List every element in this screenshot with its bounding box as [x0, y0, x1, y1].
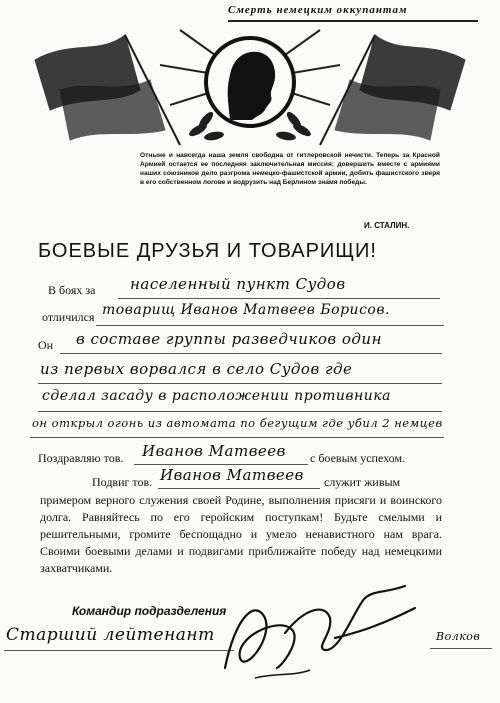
- deed-underline-1: [60, 353, 442, 354]
- battle-underline: [118, 298, 440, 299]
- signer-underline: [430, 648, 492, 649]
- distinguished-value: товарищ Иванов Матвеев Борисов.: [102, 302, 390, 318]
- motto-text: Смерть немецким оккупантам: [228, 4, 408, 16]
- congrats-value: Иванов Матвеев: [142, 442, 286, 460]
- portrait-emblem: [30, 20, 470, 150]
- rank-underline: [4, 650, 234, 651]
- rank-value: Старший лейтенант: [6, 625, 215, 645]
- commander-label: Командир подразделения: [72, 604, 227, 618]
- distinguished-label: отличился: [42, 310, 95, 324]
- he-label: Он: [38, 338, 54, 352]
- deed-underline-4: [30, 437, 444, 438]
- congrats-underline: [134, 464, 308, 465]
- congrats-label: Поздравляю тов.: [38, 451, 124, 465]
- congrats-suffix: с боевым успехом.: [310, 451, 406, 465]
- feat-value: Иванов Матвеев: [160, 466, 304, 484]
- deed-underline-3: [38, 411, 442, 412]
- appeal-paragraph: примером верного служения своей Родине, выполнения присяги и воинского долга. Равняйтесь по его геройским поступкам! Будьте смелыми и решительными, громите беспощадно и умело ненавистного нам врага. Своими боевыми делами и подвигами приближайте победу над немецкими захватчиками.: [40, 493, 442, 575]
- handwritten-signature: [215, 578, 435, 688]
- battle-value: населенный пункт Судов: [130, 275, 346, 293]
- deed-underline-2: [38, 383, 442, 384]
- feat-label: Подвиг тов.: [92, 475, 153, 489]
- deed-line-3: сделал засаду в расположении противника: [42, 388, 391, 404]
- portrait-icon: [206, 38, 294, 126]
- deed-line-2: из первых ворвался в село Судов где: [40, 360, 353, 378]
- distinguished-underline: [96, 325, 444, 326]
- quote-author: И. СТАЛИН.: [364, 221, 410, 230]
- page-title: БОЕВЫЕ ДРУЗЬЯ И ТОВАРИЩИ!: [38, 240, 377, 262]
- battle-label: В боях за: [48, 283, 96, 297]
- stalin-quote: Отныне и навсегда наша земля свободна от гитлеровской нечисти. Теперь за Красной Армией остается ее последняя заключительная миссия: довершить вместе с армиями наших союзников дело разгрома немецко-фашистской армии, добить фашистского зверя в его собственном логове и водрузить над Берлином знамя победы.: [140, 152, 440, 186]
- deed-line-4: он открыл огонь из автомата по бегущим где убил 2 немцев: [32, 416, 443, 430]
- deed-line-1: в составе группы разведчиков один: [76, 330, 382, 348]
- feat-suffix: служит живым: [324, 475, 401, 489]
- signer-name: Волков: [436, 630, 481, 643]
- feat-underline: [158, 488, 320, 489]
